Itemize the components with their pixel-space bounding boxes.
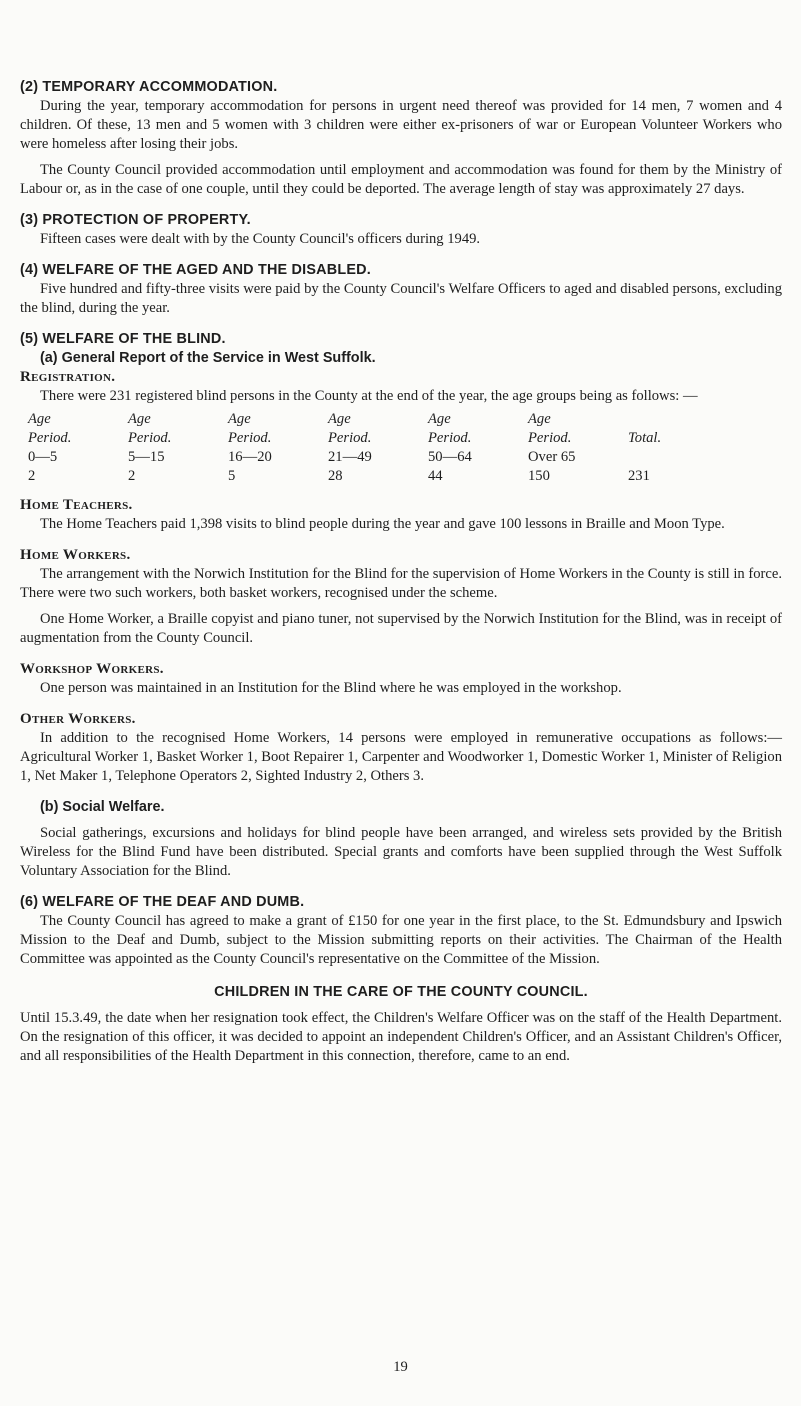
table-cell: 21—49 [328, 449, 372, 465]
table-cell: 150 [528, 468, 550, 484]
table-header-cell: Period. [528, 430, 572, 446]
paragraph: The County Council has agreed to make a grant of £150 for one year in the first place, to the St. Edmundsbury and Ipswich Mission to the Deaf and Dumb, subject to the Mission submitting reports on their activities. The Chairman of the Health Committee was appointed as the County Council's representative on the Committee of the Mission. [20, 913, 782, 967]
section-welfare-aged [20, 261, 782, 318]
section-heading: (3) PROTECTION OF PROPERTY. [20, 212, 251, 228]
paragraph: The arrangement with the Norwich Institution for the Blind for the supervision of Home Workers in the County is still in force. There were two such workers, both basket workers, recognised under the scheme. [20, 566, 782, 601]
subsection-heading: (a) General Report of the Service in West Suffolk. [40, 350, 376, 366]
paragraph: One Home Worker, a Braille copyist and piano tuner, not supervised by the Norwich Institution for the Blind, was in receipt of augmentation from the County Council. [20, 611, 782, 646]
table-cell: 5—15 [128, 449, 165, 465]
table-cell [628, 448, 728, 467]
table-header-cell [628, 410, 728, 429]
table-header-cell: Age [328, 411, 351, 427]
table-header-row [28, 410, 728, 429]
subsection-heading: (b) Social Welfare. [40, 799, 165, 815]
table-header-cell: Period. [228, 430, 272, 446]
paragraph: During the year, temporary accommodation for persons in urgent need thereof was provided for 14 men, 7 women and 4 children. Of these, 13 men and 5 women with 3 children were either ex-prisoners of war or European Volunteer Workers who were homeless after losing their jobs. [20, 98, 782, 152]
table-header-cell: Age [228, 411, 251, 427]
table-cell: 44 [428, 468, 443, 484]
table-header-cell: Age [428, 411, 451, 427]
table-cell: 2 [128, 468, 136, 484]
table-row [28, 467, 728, 486]
section-heading: (6) WELFARE OF THE DEAF AND DUMB. [20, 894, 305, 910]
table-header-cell: Period. [328, 430, 372, 446]
paragraph: Until 15.3.49, the date when her resignation took effect, the Children's Welfare Officer was on the staff of the Health Department. On the resignation of this officer, it was decided to appoint an independent Children's Officer, and an Assistant Children's Officer, and all responsibilities of the Health Department in this connection, therefore, came to an end. [20, 1010, 782, 1064]
table-cell: 231 [628, 468, 650, 484]
page-number: 19 [393, 1359, 408, 1375]
section-welfare-deaf [20, 893, 782, 969]
home-teachers-title: Home Teachers. [20, 497, 133, 513]
section-protection-of-property [20, 211, 782, 249]
table-cell: 0—5 [28, 449, 58, 465]
registration-title: Registration. [20, 369, 116, 385]
paragraph: Five hundred and fifty-three visits were paid by the County Council's Welfare Officers to aged and disabled persons, excluding the blind, during the year. [20, 281, 782, 316]
page-content [20, 78, 782, 1066]
table-header-cell: Total. [628, 430, 662, 446]
section-welfare-blind [20, 330, 782, 881]
table-cell: 5 [228, 468, 236, 484]
section-heading: (5) WELFARE OF THE BLIND. [20, 331, 226, 347]
table-cell: 16—20 [228, 449, 272, 465]
other-workers-title: Other Workers. [20, 711, 136, 727]
section-temporary-accommodation [20, 78, 782, 199]
table-cell: 50—64 [428, 449, 472, 465]
workshop-workers-title: Workshop Workers. [20, 661, 164, 677]
paragraph: There were 231 registered blind persons in the County at the end of the year, the age groups being as follows: — [40, 388, 698, 404]
table-header-cell: Period. [428, 430, 472, 446]
table-header-cell: Age [128, 411, 151, 427]
table-cell: 2 [28, 468, 36, 484]
age-groups-table [28, 410, 728, 486]
section-heading: (4) WELFARE OF THE AGED AND THE DISABLED. [20, 262, 371, 278]
paragraph: The Home Teachers paid 1,398 visits to blind people during the year and gave 100 lessons in Braille and Moon Type. [40, 516, 725, 532]
table-header-cell: Period. [128, 430, 172, 446]
section-children-in-care [20, 983, 782, 1066]
table-cell: 28 [328, 468, 343, 484]
section-heading: (2) TEMPORARY ACCOMMODATION. [20, 79, 278, 95]
paragraph: The County Council provided accommodation until employment and accommodation was found for them by the Ministry of Labour or, as in the case of one couple, until they could be deported. The average length of stay was approximately 27 days. [20, 162, 782, 197]
section-heading: CHILDREN IN THE CARE OF THE COUNTY COUNCIL. [214, 984, 588, 1000]
table-cell: Over 65 [528, 449, 576, 465]
home-workers-title: Home Workers. [20, 547, 131, 563]
table-header-cell: Period. [28, 430, 72, 446]
table-row [28, 448, 728, 467]
paragraph: In addition to the recognised Home Workers, 14 persons were employed in remunerative occupations as follows:—Agricultural Worker 1, Basket Worker 1, Boot Repairer 1, Carpenter and Woodworker 1, Domestic Worker 1, Minister of Religion 1, Net Maker 1, Telephone Operators 2, Sighted Industry 2, Others 3. [20, 730, 782, 784]
table-header-row [28, 429, 728, 448]
paragraph: Fifteen cases were dealt with by the County Council's officers during 1949. [40, 231, 481, 247]
table-header-cell: Age [528, 411, 551, 427]
table-header-cell: Age [28, 411, 51, 427]
paragraph: Social gatherings, excursions and holidays for blind people have been arranged, and wireless sets provided by the British Wireless for the Blind Fund have been distributed. Special grants and comforts have been supplied through the West Suffolk Voluntary Association for the Blind. [20, 825, 782, 879]
paragraph: One person was maintained in an Institution for the Blind where he was employed in the workshop. [40, 680, 622, 696]
